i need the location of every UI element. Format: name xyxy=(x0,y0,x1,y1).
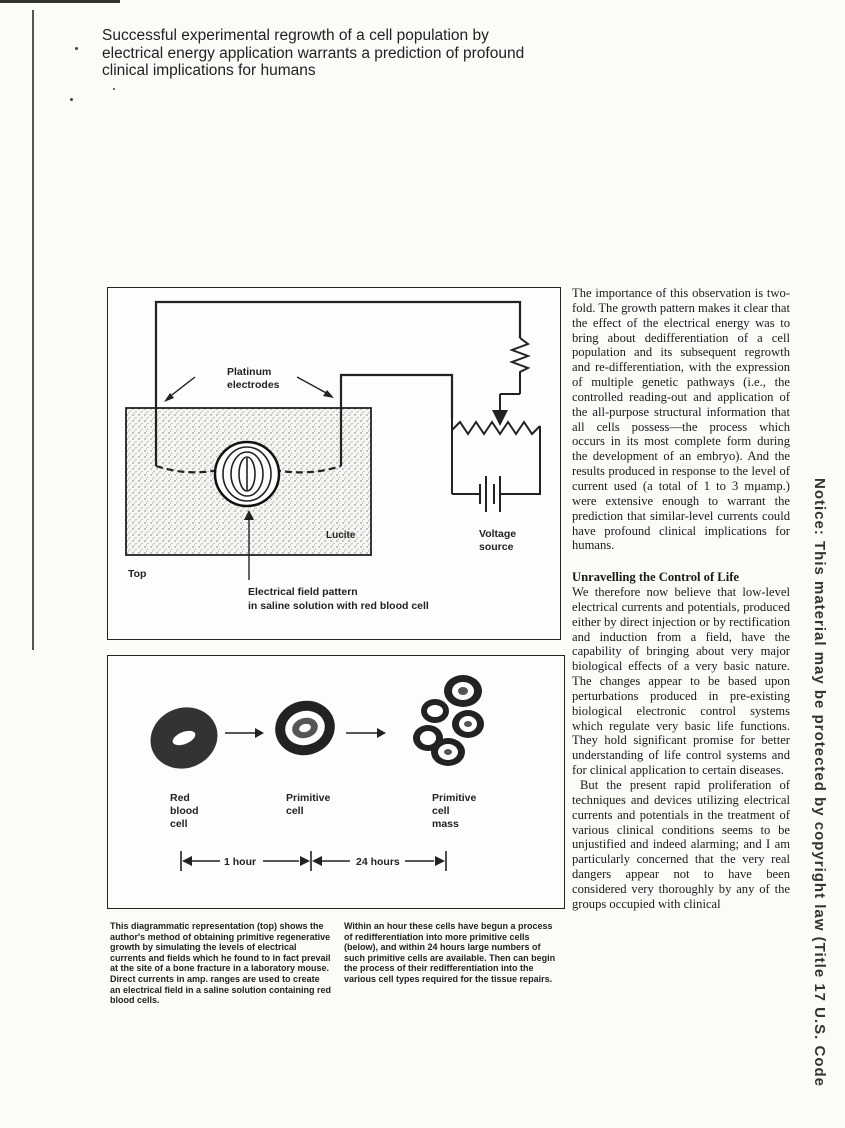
top-view-label: Top xyxy=(128,568,147,580)
scan-speck xyxy=(75,47,78,50)
cell-progression-diagram xyxy=(107,655,565,909)
primitive-cell-mass-label: Primitive xyxy=(432,792,477,804)
primitive-cell-mass-label: cell xyxy=(432,805,450,817)
figure-caption-left: This diagrammatic representation (top) shows the author's method of obtaining primitive regenerative growth by simulating the levels of electrical currents and fields which he found to in fact prevail at the site of a bone fracture in a laboratory mouse. Direct currents in amp. ranges are used to create an electrical field in a saline solution containing red blood cells. xyxy=(110,921,332,1006)
electrodes-label: Platinum xyxy=(227,366,272,378)
article-body xyxy=(572,286,790,912)
scan-speck xyxy=(113,88,115,90)
one-hour-label: 1 hour xyxy=(224,856,257,868)
field-pattern-label: in saline solution with red blood cell xyxy=(248,600,429,612)
resistor xyxy=(512,338,528,394)
red-blood-cell-label: blood xyxy=(170,805,199,817)
scan-edge-line xyxy=(32,10,34,650)
rheostat xyxy=(452,422,540,434)
resistor-arrow xyxy=(492,410,508,426)
cell-progression-drawing xyxy=(108,656,564,908)
primitive-cell-mass-label: mass xyxy=(432,818,459,830)
arrow-head xyxy=(255,728,264,738)
body-paragraph: The importance of this observation is two-fold. The growth pattern makes it clear that the effect of the electrical energy was to bring about dedifferentiation of a cell population and its subsequent regrowth and re-differentiation, with the expression of multiple genetic pathways (i.e., the controlled reading-out and application of the all-purpose structural information that all cells possess—the process which occurs in its most complete form during the development of an embryo). And the results produced in response to the level of current used (a total of 1 to 3 mμamp.) were extensive enough to warrant the prediction that similar-level currents could have profound clinical implications for humans. xyxy=(572,286,790,553)
scan-edge-bar xyxy=(0,0,120,3)
voltage-source-label: Voltage xyxy=(479,528,517,540)
body-paragraph: But the present rapid proliferation of techniques and devices utilizing electrical currents and potentials in the treatment of various clinical conditions seems to be unjustified and indeed alarming; and I am particularly concerned that the very real dangers appear not to have been considered very thoroughly by any of the groups occupied with clinical xyxy=(572,778,790,911)
red-blood-cell-label: cell xyxy=(170,818,188,830)
body-paragraph: We therefore now believe that low-level electrical currents and potentials, produced either by direct injection or by rectification and induction from a field, have the capability of bringing about very major biological effects of a very basic nature. The changes appear to be based upon perturbations produced in pre-existing biological electronic control systems which regulate very basic life functions. They hold significant promise for better understanding of life control systems and for clinical application to certain diseases. xyxy=(572,585,790,778)
primitive-cell-label: Primitive xyxy=(286,792,331,804)
voltage-source-label: source xyxy=(479,541,514,553)
apparatus-diagram xyxy=(107,287,561,640)
section-heading: Unravelling the Control of Life xyxy=(572,570,739,585)
copyright-notice xyxy=(808,478,828,1098)
apparatus-drawing xyxy=(108,288,560,639)
article-headline: Successful experimental regrowth of a cell population by electrical energy application warrants a prediction of profound clinical implications for humans xyxy=(102,27,525,79)
red-blood-cell-field xyxy=(215,442,279,506)
twenty-four-hours-label: 24 hours xyxy=(356,856,400,868)
arrow-head xyxy=(377,728,386,738)
primitive-cell-label: cell xyxy=(286,805,304,817)
primitive-cell-drawing xyxy=(269,694,341,762)
field-pattern-label: Electrical field pattern xyxy=(248,586,358,598)
scan-speck xyxy=(70,98,73,101)
copyright-notice-text: Notice: This material may be protected by copyright law (Title 17 U.S. Code xyxy=(811,478,828,1088)
figure-caption-right: Within an hour these cells have begun a process of redifferentiation into more primitive cells (below), and within 24 hours large numbers of such primitive cells are available. Then can begin the process of their redifferentiation into the various cell types required for the tissue repairs. xyxy=(344,921,556,984)
primitive-cell-mass-drawing xyxy=(413,675,484,766)
electrodes-label: electrodes xyxy=(227,379,280,391)
red-blood-cell-drawing xyxy=(141,697,227,778)
red-blood-cell-label: Red xyxy=(170,792,190,804)
lucite-label: Lucite xyxy=(326,530,356,541)
